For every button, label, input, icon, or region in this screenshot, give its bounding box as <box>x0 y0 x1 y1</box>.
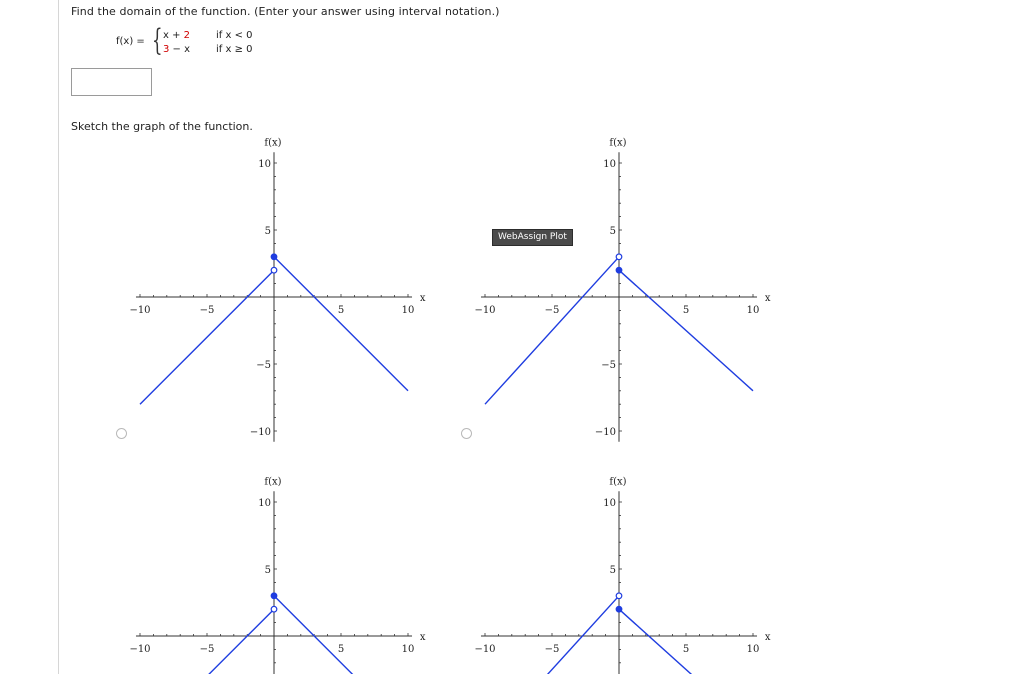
open-point <box>616 593 622 599</box>
y-tick-label: 5 <box>609 565 616 576</box>
y-axis-label: f(x) <box>609 137 627 149</box>
x-tick-label: 5 <box>337 305 345 316</box>
y-tick-label: 10 <box>603 498 616 509</box>
x-tick-label: 5 <box>682 305 690 316</box>
piece1-expr-b: 2 <box>183 30 191 41</box>
x-tick-label: −10 <box>474 644 496 655</box>
series-line-1 <box>140 609 274 674</box>
question-domain-text: Find the domain of the function. (Enter your answer using interval notation.) <box>71 5 500 18</box>
x-tick-label: −10 <box>474 305 496 316</box>
x-tick-label: 10 <box>746 305 760 316</box>
piece2-condition: if x ≥ 0 <box>216 44 253 55</box>
x-tick-label: 10 <box>401 305 415 316</box>
y-tick-label: 5 <box>264 565 271 576</box>
closed-point <box>271 254 277 260</box>
closed-point <box>271 593 277 599</box>
piece1-condition: if x < 0 <box>216 30 253 41</box>
series-line-1 <box>140 270 274 404</box>
graph-option-b <box>474 138 770 442</box>
open-point <box>271 267 277 273</box>
x-tick-label: −5 <box>544 644 560 655</box>
y-tick-label: −5 <box>601 360 616 371</box>
y-tick-label: 5 <box>264 226 271 237</box>
y-tick-label: −10 <box>594 427 616 438</box>
x-tick-label: −10 <box>129 644 151 655</box>
piece1-expr-a: x + <box>163 30 184 41</box>
x-tick-label: 10 <box>401 644 415 655</box>
open-point <box>271 606 277 612</box>
y-axis-label: f(x) <box>609 476 627 488</box>
x-tick-label: 5 <box>337 644 345 655</box>
x-tick-label: 10 <box>746 644 760 655</box>
series-line-1 <box>485 257 619 404</box>
y-tick-label: 10 <box>603 159 616 170</box>
series-line-2 <box>619 270 753 391</box>
x-axis-label: x <box>419 632 426 643</box>
x-tick-label: −5 <box>544 305 560 316</box>
graph-option-d <box>474 477 770 674</box>
y-tick-label: −10 <box>249 427 271 438</box>
graph-option-a <box>129 138 425 442</box>
piece2-expr-a: 3 <box>163 44 170 55</box>
x-tick-label: −10 <box>129 305 151 316</box>
piece2-expr-b: − x <box>169 44 191 55</box>
y-axis-label: f(x) <box>264 137 282 149</box>
x-axis-label: x <box>764 632 771 643</box>
series-line-2 <box>619 609 753 674</box>
function-lhs: f(x) = <box>116 36 145 47</box>
brace-icon: { <box>152 23 163 58</box>
x-axis-label: x <box>764 293 771 304</box>
open-point <box>616 254 622 260</box>
question-sketch-text: Sketch the graph of the function. <box>71 120 253 133</box>
x-tick-label: −5 <box>199 305 215 316</box>
series-line-2 <box>274 257 408 391</box>
x-tick-label: 5 <box>682 644 690 655</box>
closed-point <box>616 267 622 273</box>
y-tick-label: −5 <box>256 360 271 371</box>
graph-option-c <box>129 477 425 674</box>
webassign-plot-tooltip: WebAssign Plot <box>492 229 573 246</box>
closed-point <box>616 606 622 612</box>
y-tick-label: 5 <box>609 226 616 237</box>
y-axis-label: f(x) <box>264 476 282 488</box>
y-tick-label: 10 <box>258 159 271 170</box>
y-tick-label: 10 <box>258 498 271 509</box>
x-tick-label: −5 <box>199 644 215 655</box>
x-axis-label: x <box>419 293 426 304</box>
